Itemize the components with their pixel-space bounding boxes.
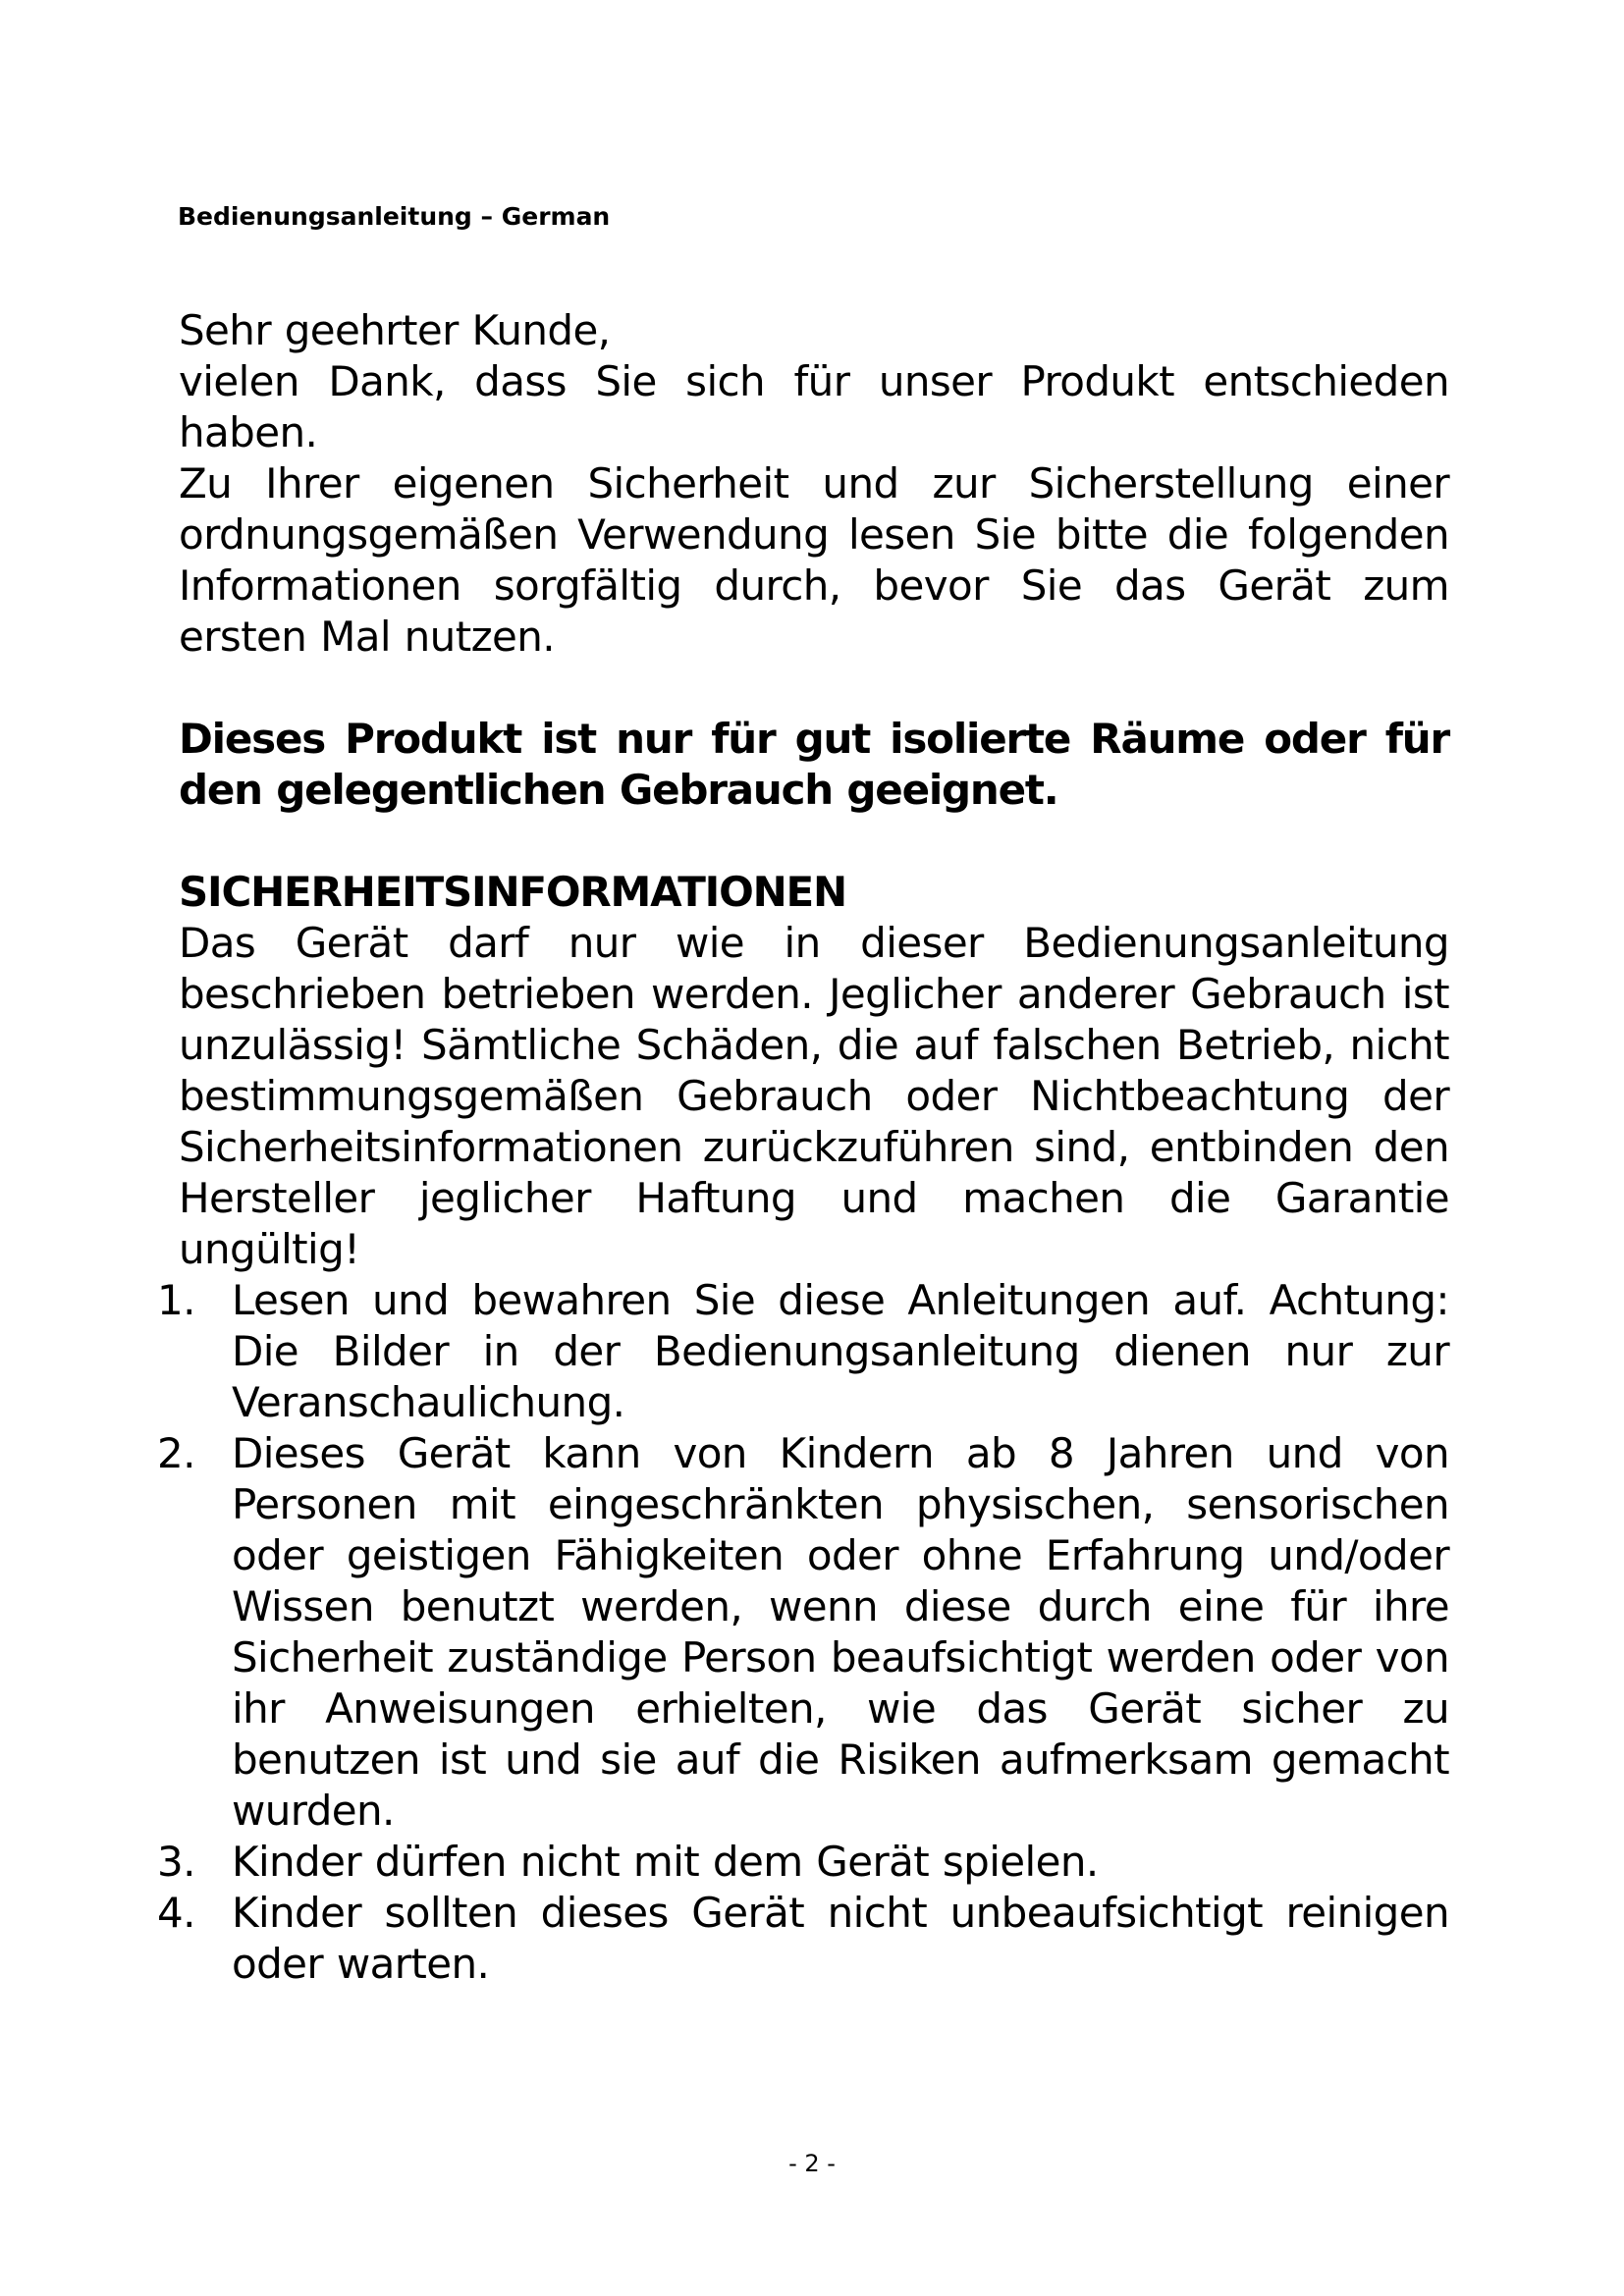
- list-item: [157, 1888, 1449, 1990]
- safety-list: [157, 1275, 1449, 1990]
- list-item-text: Dieses Gerät kann von Kindern ab 8 Jahren und von Personen mit eingeschränkten physischen, sensorischen oder geistigen Fähigkeiten oder ohne Erfahrung und/oder Wissen benutzt werden, wenn diese durch eine für ihre Sicherheit zuständige Person beaufsichtigt werden oder von ihr Anweisungen erhielten, wie das Gerät sicher zu benutzen ist und sie auf die Risiken aufmerksam gemacht wurden.: [232, 1429, 1449, 1835]
- spacer: [179, 816, 1449, 867]
- document-header: Bedienungsanleitung – German: [178, 202, 611, 231]
- list-item-text: Kinder sollten dieses Gerät nicht unbeaufsichtigt reinigen oder warten.: [232, 1889, 1449, 1988]
- page-number: - 2 -: [788, 2150, 836, 2177]
- document-body: [157, 305, 1449, 1990]
- instruction-paragraph: Zu Ihrer eigenen Sicherheit und zur Sicherstellung einer ordnungsgemäßen Verwendung lesen Sie bitte die folgenden Informationen sorgfältig durch, bevor Sie das Gerät zum ersten Mal nutzen.: [179, 459, 1449, 661]
- list-item-text: Kinder dürfen nicht mit dem Gerät spielen.: [232, 1838, 1099, 1886]
- list-item-text: Lesen und bewahren Sie diese Anleitungen auf. Achtung: Die Bilder in der Bedienungsanleitung dienen nur zur Veranschaulichung.: [232, 1276, 1449, 1426]
- section-heading: SICHERHEITSINFORMATIONEN: [179, 868, 846, 916]
- list-item-number: 1.: [157, 1276, 195, 1324]
- usage-notice: Dieses Produkt ist nur für gut isolierte Räume oder für den gelegentlichen Gebrauch geeignet.: [179, 715, 1449, 814]
- greeting: Sehr geehrter Kunde,: [179, 306, 611, 354]
- list-item-number: 4.: [157, 1889, 195, 1937]
- safety-paragraph: Das Gerät darf nur wie in dieser Bedienungsanleitung beschrieben betrieben werden. Jeglicher anderer Gebrauch ist unzulässig! Sämtliche Schäden, die auf falschen Betrieb, nicht bestimmungsgemäßen Gebrauch oder Nichtbeachtung der Sicherheitsinformationen zurückzuführen sind, entbinden den Hersteller jeglicher Haftung und machen die Garantie ungültig!: [179, 919, 1449, 1273]
- spacer: [179, 663, 1449, 714]
- thanks-paragraph: vielen Dank, dass Sie sich für unser Produkt entschieden haben.: [179, 357, 1449, 456]
- list-item-number: 2.: [157, 1429, 195, 1477]
- list-item: [157, 1428, 1449, 1837]
- list-item-number: 3.: [157, 1838, 195, 1886]
- list-item: [157, 1275, 1449, 1428]
- list-item: [157, 1837, 1449, 1888]
